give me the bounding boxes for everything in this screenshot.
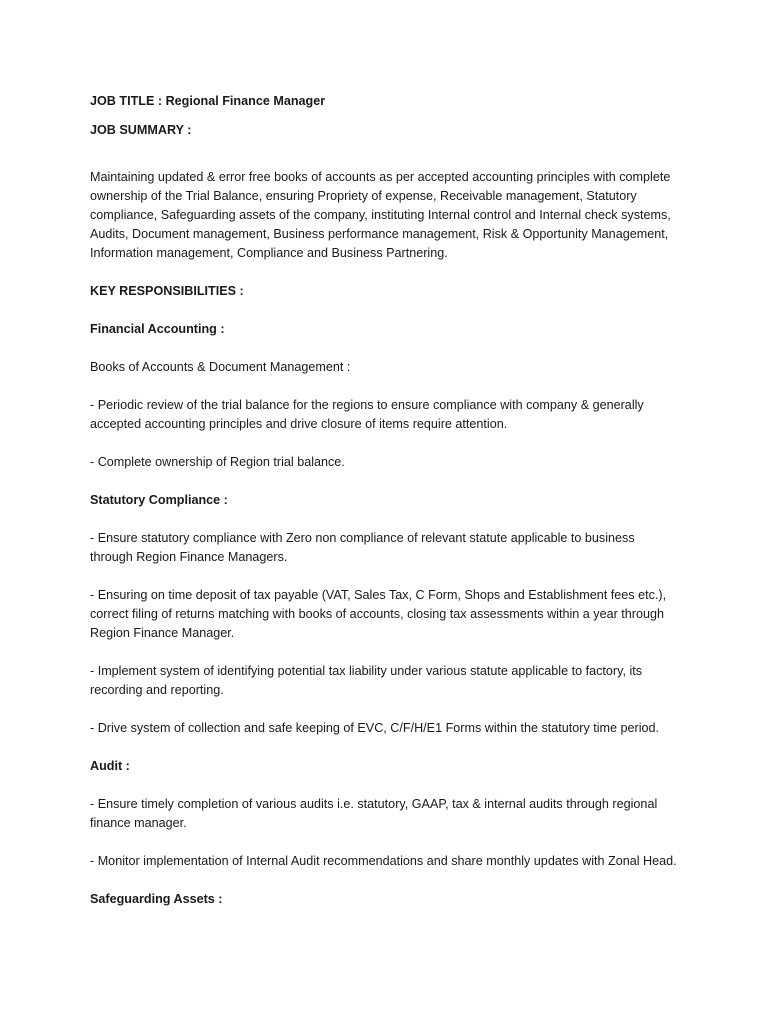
job-summary-heading: JOB SUMMARY : xyxy=(90,123,192,137)
job-summary-text: Maintaining updated & error free books of accounts as per accepted accounting principles with complete ownership of the Trial Balance, ensuring Propriety of expense, Receivable management, Statutory compliance, Safeguarding assets of the company, instituting Internal control and Internal check systems, Audits, Document management, Business performance management, Risk & Opportunity Management, Information management, Compliance and Business Partnering. xyxy=(90,170,671,260)
list-item: - Complete ownership of Region trial balance. xyxy=(90,455,345,469)
financial-accounting-heading: Financial Accounting : xyxy=(90,322,225,336)
list-item: - Periodic review of the trial balance for the regions to ensure compliance with company & generally accepted accounting principles and drive closure of items require attention. xyxy=(90,398,644,431)
list-item: - Ensure timely completion of various audits i.e. statutory, GAAP, tax & internal audits through regional finance manager. xyxy=(90,797,658,830)
job-title: JOB TITLE : Regional Finance Manager xyxy=(90,94,326,108)
list-item: - Ensure statutory compliance with Zero non compliance of relevant statute applicable to business through Region Finance Managers. xyxy=(90,531,635,564)
list-item: - Implement system of identifying potential tax liability under various statute applicable to factory, its recording and reporting. xyxy=(90,664,643,697)
safeguarding-assets-heading: Safeguarding Assets : xyxy=(90,892,223,906)
books-of-accounts-subheading: Books of Accounts & Document Management : xyxy=(90,360,351,374)
list-item: - Monitor implementation of Internal Audit recommendations and share monthly updates with Zonal Head. xyxy=(90,854,677,868)
key-responsibilities-heading: KEY RESPONSIBILITIES : xyxy=(90,284,244,298)
statutory-compliance-heading: Statutory Compliance : xyxy=(90,493,228,507)
audit-heading: Audit : xyxy=(90,759,130,773)
list-item: - Drive system of collection and safe keeping of EVC, C/F/H/E1 Forms within the statutory time period. xyxy=(90,721,660,735)
document-page xyxy=(90,92,680,909)
list-item: - Ensuring on time deposit of tax payable (VAT, Sales Tax, C Form, Shops and Establishment fees etc.), correct filing of returns matching with books of accounts, closing tax assessments within a year through Region Finance Manager. xyxy=(90,588,667,640)
